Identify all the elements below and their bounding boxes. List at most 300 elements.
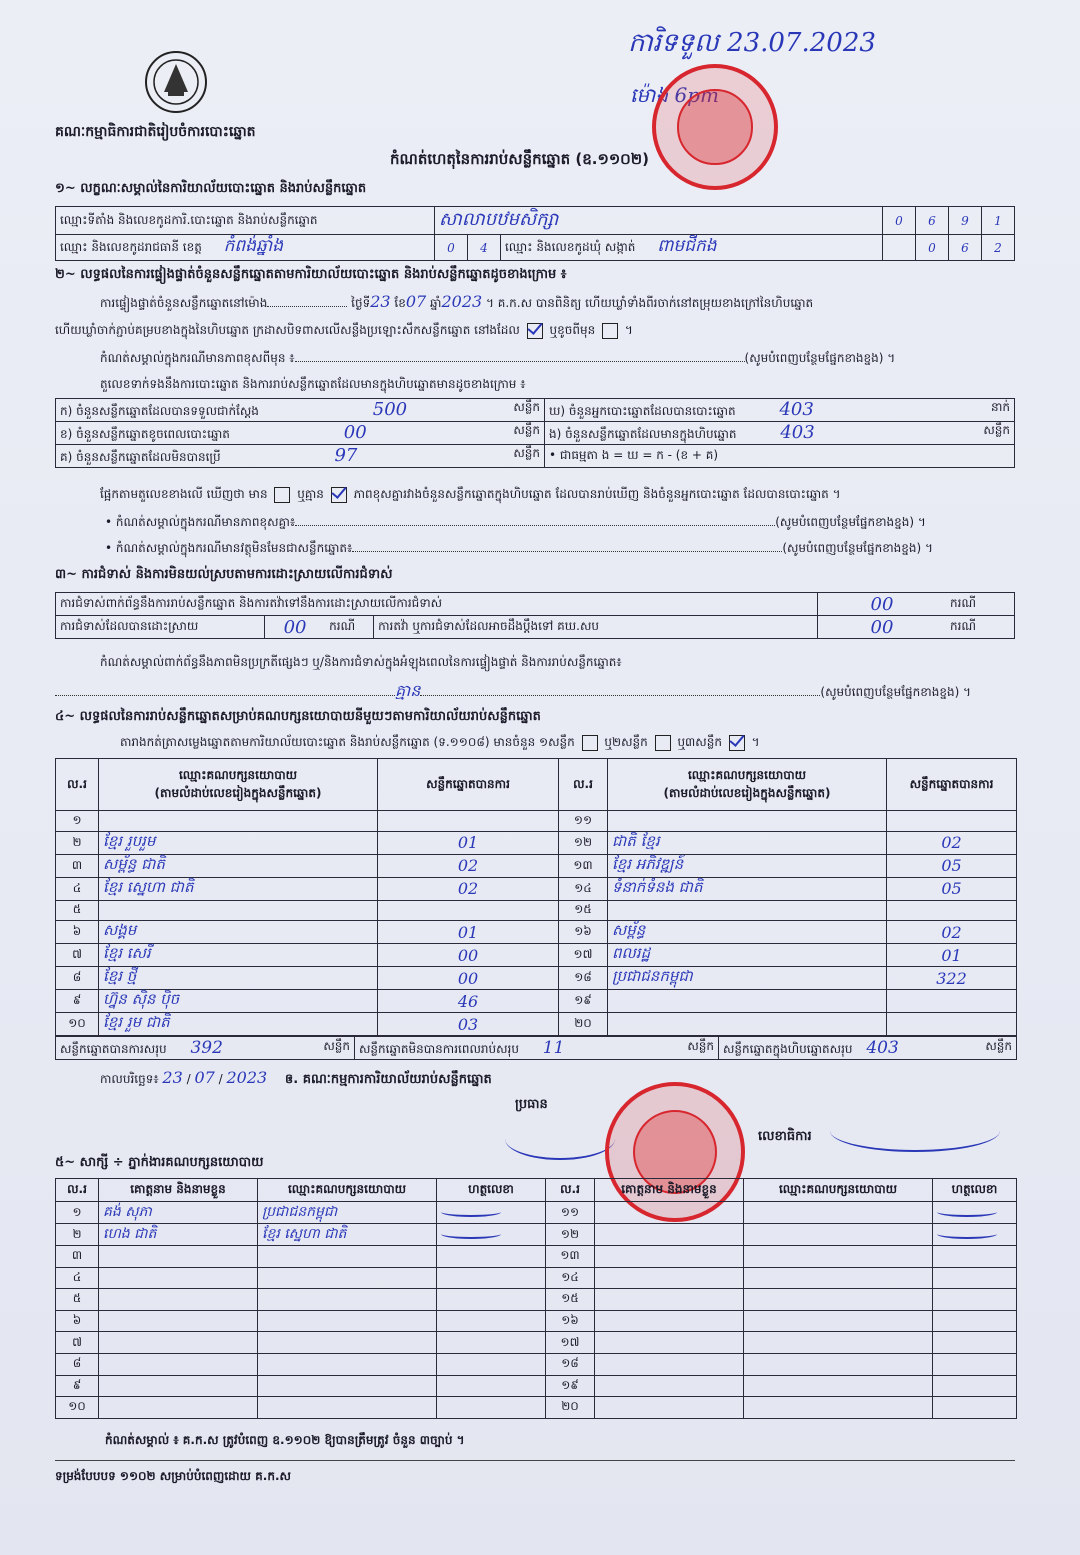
secretary-label: លេខាធិការ bbox=[758, 1129, 812, 1144]
witness-party bbox=[744, 1397, 933, 1419]
total-box-value: 403 bbox=[866, 1037, 899, 1058]
difference-no-checkbox[interactable] bbox=[331, 487, 347, 503]
spoiled-ballots-label: ខ) ចំនួនសន្លឹកឆ្នោតខូចពេលបោះឆ្នោត bbox=[60, 427, 230, 441]
witness-row bbox=[56, 1353, 1017, 1375]
party-votes bbox=[887, 900, 1017, 921]
unit-sheet: សន្លឹក bbox=[687, 1038, 714, 1053]
witness-name bbox=[99, 1397, 258, 1419]
party-no: ៩ bbox=[56, 990, 99, 1013]
section-1-table bbox=[55, 206, 1015, 261]
party-name: ហ្វ៊ុន ស៊ិន ប៉ិច bbox=[99, 990, 378, 1013]
witness-signature bbox=[437, 1202, 546, 1224]
section-4-title: ៤~ លទ្ធផលនៃការរាប់សន្លឹកឆ្នោតសម្រាប់គណបក្សនយោបាយនីមួយៗតាមការិយាល័យរាប់សន្លឹកឆ្នោត bbox=[55, 709, 541, 724]
witness-signature bbox=[437, 1332, 546, 1354]
witness-no: ១៩ bbox=[546, 1375, 595, 1397]
verify-month-label: ខែ bbox=[394, 296, 406, 310]
chair-label: ប្រធាន bbox=[515, 1097, 548, 1112]
w-col-party-right: ឈ្មោះគណបក្សនយោបាយ bbox=[744, 1179, 933, 1202]
party-votes: 05 bbox=[887, 877, 1017, 900]
witness-signature bbox=[933, 1310, 1017, 1332]
date-year: 2023 bbox=[226, 1068, 268, 1087]
party-name bbox=[99, 900, 378, 921]
difference-yes-checkbox[interactable] bbox=[274, 487, 290, 503]
signing-date: កាលបរិច្ឆេទ៖ 23 / 07 / 2023 ឲ. គណៈកម្មការការិយាល័យរាប់សន្លឹកឆ្នោត bbox=[100, 1068, 492, 1087]
witness-name: គង់ សុភា bbox=[99, 1202, 258, 1224]
committee-label: ឲ. គណៈកម្មការការិយាល័យរាប់សន្លឹកឆ្នោត bbox=[285, 1072, 492, 1087]
verify-time-label: ការផ្ទៀងផ្ទាត់ចំនួនសន្លឹកឆ្នោតនៅម៉ោង bbox=[100, 296, 268, 310]
party-name: សង្គម bbox=[99, 921, 378, 944]
witness-no: ១៤ bbox=[546, 1267, 595, 1289]
party-votes: 00 bbox=[378, 967, 559, 990]
unit-sheet: សន្លឹក bbox=[513, 400, 540, 414]
witness-name bbox=[595, 1202, 744, 1224]
witness-party bbox=[258, 1332, 437, 1354]
witness-signature bbox=[933, 1353, 1017, 1375]
prior-note-tail: (សូមបំពេញបន្ថែមផ្នែកខាងខ្នង) ។ bbox=[744, 351, 896, 365]
form-title: កំណត់ហេតុនៃការរាប់សន្លឹកឆ្នោត (ឧ.១១០២) bbox=[390, 150, 650, 168]
party-no: ៨ bbox=[56, 967, 99, 990]
date-month: 07 bbox=[194, 1068, 215, 1087]
witness-no: ៦ bbox=[56, 1310, 99, 1332]
figures-table bbox=[55, 398, 1015, 468]
witness-no: ២០ bbox=[546, 1397, 595, 1419]
witness-signature bbox=[933, 1202, 1017, 1224]
witness-name bbox=[595, 1224, 744, 1246]
witness-row bbox=[56, 1332, 1017, 1354]
org-name: គណៈកម្មាធិការជាតិរៀបចំការបោះឆ្នោត bbox=[55, 124, 256, 140]
commune-code-3: 2 bbox=[982, 235, 1015, 261]
complaints-value: 00 bbox=[818, 593, 947, 616]
witness-party bbox=[258, 1289, 437, 1311]
party-name: ទំនាក់ទំនង ជាតិ bbox=[608, 877, 887, 900]
unit-sheet: សន្លឹក bbox=[323, 1038, 350, 1053]
party-name: ជាតិ ខ្មែរ bbox=[608, 831, 887, 854]
object-note bbox=[105, 540, 933, 558]
compare-tail: ភាពខុសគ្នារវាងចំនួនសន្លឹកឆ្នោតក្នុងហិបឆ្នោត ដែលបានរាប់ឃើញ និងចំនួនអ្នកបោះឆ្នោត ដែលបានបោះឆ្នោត ។ bbox=[353, 487, 841, 501]
col-no: ល.រ bbox=[56, 759, 99, 811]
party-name: សម្ព័ន្ធ bbox=[608, 921, 887, 944]
commune-code-2: 6 bbox=[949, 235, 982, 261]
total-box-label: សន្លឹកឆ្នោតក្នុងហិបឆ្នោតសរុប bbox=[723, 1041, 853, 1056]
witness-row bbox=[56, 1224, 1017, 1246]
witness-party bbox=[258, 1353, 437, 1375]
witness-party bbox=[744, 1246, 933, 1268]
party-votes bbox=[378, 900, 559, 921]
party-no: ១១ bbox=[559, 811, 608, 832]
totals-table bbox=[55, 1036, 1017, 1060]
witness-no: ៥ bbox=[56, 1289, 99, 1311]
witness-no: ១១ bbox=[546, 1202, 595, 1224]
witness-row bbox=[56, 1289, 1017, 1311]
party-votes: 01 bbox=[887, 944, 1017, 967]
results-row bbox=[56, 990, 1017, 1013]
witness-party bbox=[744, 1289, 933, 1311]
party-no: ២ bbox=[56, 831, 99, 854]
witness-name bbox=[595, 1353, 744, 1375]
party-no: ១៩ bbox=[559, 990, 608, 1013]
party-name: ប្រជាជនកម្ពុជា bbox=[608, 967, 887, 990]
party-votes: 46 bbox=[378, 990, 559, 1013]
tally-one-checkbox[interactable] bbox=[582, 735, 598, 751]
unit-sheet: សន្លឹក bbox=[985, 1038, 1012, 1053]
party-votes: 05 bbox=[887, 854, 1017, 877]
witness-party bbox=[744, 1267, 933, 1289]
prior-note bbox=[100, 350, 895, 368]
verify-year-label: ឆ្នាំ bbox=[430, 296, 442, 310]
irregularity-note-label: កំណត់សម្គាល់ពាក់ព័ន្ធនឹងភាពមិនប្រក្រតីផ្សេងៗ ឬ/និងការជំទាស់ក្នុងអំឡុងពេលនៃការផ្ទៀងផ្ទាត់ និងការរាប់សន្លឹកឆ្នោត៖ bbox=[100, 655, 622, 669]
witness-party bbox=[744, 1353, 933, 1375]
col-party-title: ឈ្មោះគណបក្សនយោបាយ bbox=[178, 767, 298, 782]
resolved-value: 00 bbox=[265, 616, 326, 639]
witness-row bbox=[56, 1310, 1017, 1332]
witness-party bbox=[744, 1310, 933, 1332]
prior-note-label: កំណត់សម្គាល់ក្នុងករណីមានភាពខុសពីមុន ៖ bbox=[100, 351, 295, 365]
party-name: ខ្មែរ សេរី bbox=[99, 944, 378, 967]
results-row bbox=[56, 921, 1017, 944]
results-row bbox=[56, 854, 1017, 877]
compare-none-label: ឬគ្មាន bbox=[297, 487, 324, 501]
party-no: ១ bbox=[56, 811, 99, 832]
party-no: ១៨ bbox=[559, 967, 608, 990]
witness-no: ៨ bbox=[56, 1353, 99, 1375]
seal-intact-label: ហើយឃ្លាំចាក់ភ្ជាប់គម្របខាងក្នុងនៃហិបឆ្នោត ក្រដាសបិទពាសលើសន្លឹងប្រឡោះសឹកសន្លឹកឆ្នោត នៅងដែល bbox=[55, 323, 520, 337]
section-2-title: ២~ លទ្ធផលនៃការផ្ទៀងផ្ទាត់ចំនួនសន្លឹកឆ្នោតតាមការិយាល័យបោះឆ្នោត និងរាប់សន្លឹកឆ្នោតដូចខាងក្រោម ៖ bbox=[55, 267, 567, 282]
signature-mark bbox=[441, 1207, 501, 1217]
witness-row bbox=[56, 1267, 1017, 1289]
received-ballots-value: 500 bbox=[372, 399, 408, 420]
location-code-2: 6 bbox=[916, 207, 949, 235]
party-votes: 00 bbox=[378, 944, 559, 967]
formula-note: • ជាធម្មតា ង = ឃ = ក - (ខ + គ) bbox=[545, 445, 1015, 468]
witness-no: ៤ bbox=[56, 1267, 99, 1289]
col-votes: សន្លឹកឆ្នោតបានការ bbox=[378, 759, 559, 811]
unused-ballots-value: 97 bbox=[334, 445, 358, 466]
date-day: 23 bbox=[162, 1068, 183, 1087]
section-3-title: ៣~ ការជំទាស់ និងការមិនយល់ស្របតាមការដោះស្រាយលើការជំទាស់ bbox=[55, 567, 393, 582]
results-row bbox=[56, 831, 1017, 854]
signature-mark bbox=[937, 1207, 997, 1217]
total-valid-label: សន្លឹកឆ្នោតបានការសរុប bbox=[60, 1041, 167, 1056]
section-5-title: ៥~ សាក្សី ÷ ភ្នាក់ងារគណបក្សនយោបាយ bbox=[55, 1155, 264, 1170]
location-code-3: 9 bbox=[949, 207, 982, 235]
tally-two-checkbox[interactable] bbox=[655, 735, 671, 751]
province-value: កំពង់ឆ្នាំង bbox=[223, 236, 283, 256]
party-no: ១៣ bbox=[559, 854, 608, 877]
results-row bbox=[56, 967, 1017, 990]
figures-intro: តួលេខទាក់ទងនឹងការបោះឆ្នោត និងការរាប់សន្លឹកឆ្នោតដែលមានក្នុងហិបឆ្នោតមានដូចខាងក្រោម ៖ bbox=[100, 377, 526, 391]
party-votes bbox=[887, 811, 1017, 832]
witness-signature bbox=[933, 1246, 1017, 1268]
party-votes: 01 bbox=[378, 831, 559, 854]
witness-no: ៩ bbox=[56, 1375, 99, 1397]
party-no: ៧ bbox=[56, 944, 99, 967]
verify-month: 07 bbox=[405, 292, 427, 311]
verify-line-2: ហើយឃ្លាំចាក់ភ្ជាប់គម្របខាងក្នុងនៃហិបឆ្នោត ក្រដាសបិទពាសលើសន្លឹងប្រឡោះសឹកសន្លឹកឆ្នោត នៅងដែល ឬខូចពីមុន ។ bbox=[55, 323, 633, 337]
party-name: ពលរដ្ឋ bbox=[608, 944, 887, 967]
province-code-2: 4 bbox=[468, 235, 501, 261]
unit-sheet: សន្លឹក bbox=[513, 423, 540, 437]
party-no: ៥ bbox=[56, 900, 99, 921]
results-row bbox=[56, 944, 1017, 967]
witness-name bbox=[595, 1375, 744, 1397]
resolved-label: ការជំទាស់ដែលបានដោះស្រាយ bbox=[56, 616, 265, 639]
witness-signature bbox=[437, 1267, 546, 1289]
witness-no: ២ bbox=[56, 1224, 99, 1246]
witness-table bbox=[55, 1178, 1017, 1419]
party-votes bbox=[378, 811, 559, 832]
witness-no: ១០ bbox=[56, 1397, 99, 1419]
commune-value: ពាមជីកង bbox=[657, 236, 717, 256]
witness-name bbox=[99, 1289, 258, 1311]
witness-party bbox=[258, 1397, 437, 1419]
witness-no: ១២ bbox=[546, 1224, 595, 1246]
w-col-sign: ហត្ថលេខា bbox=[437, 1179, 546, 1202]
party-no: ៦ bbox=[56, 921, 99, 944]
witness-party: ប្រជាជនកម្ពុជា bbox=[258, 1202, 437, 1224]
appeal-unit: ករណី bbox=[946, 616, 1015, 639]
party-votes bbox=[887, 1013, 1017, 1036]
verify-year: 2023 bbox=[441, 292, 483, 311]
witness-name bbox=[595, 1267, 744, 1289]
witness-party bbox=[744, 1202, 933, 1224]
party-no: ១៥ bbox=[559, 900, 608, 921]
witness-no: ១ bbox=[56, 1202, 99, 1224]
footer-note: ទម្រង់បែបបទ ១១០២ សម្រាប់បំពេញដោយ គ.ក.ស bbox=[55, 1469, 291, 1483]
w-col-no: ល.រ bbox=[56, 1179, 99, 1202]
witness-party bbox=[744, 1224, 933, 1246]
diff-note bbox=[105, 514, 926, 532]
witness-name bbox=[99, 1246, 258, 1268]
unused-ballots-label: គ) ចំនួនសន្លឹកឆ្នោតដែលមិនបានប្រើ bbox=[60, 450, 221, 464]
party-name: ខ្មែរ អភិវឌ្ឍន៍ bbox=[608, 854, 887, 877]
party-no: ១០ bbox=[56, 1013, 99, 1036]
location-code-1: 0 bbox=[883, 207, 916, 235]
witness-row bbox=[56, 1202, 1017, 1224]
witness-no: ៧ bbox=[56, 1332, 99, 1354]
witness-party bbox=[744, 1375, 933, 1397]
party-name bbox=[608, 811, 887, 832]
tally-three-label: ឬ៣សន្លឹក bbox=[677, 735, 722, 749]
witness-no: ១៥ bbox=[546, 1289, 595, 1311]
compare-has-label: ផ្អែកតាមតួលេខខាងលើ ឃើញថា មាន bbox=[100, 487, 268, 501]
unit-sheet: សន្លឹក bbox=[513, 446, 540, 460]
location-code-4: 1 bbox=[982, 207, 1015, 235]
tally-one-label: តារាងកត់ត្រាសម្លេងឆ្នោតតាមការិយាល័យបោះឆ្នោត និងរាប់សន្លឹកឆ្នោត (ទ.១១០៨) មានចំនួន ១សន្លឹក bbox=[120, 735, 575, 749]
party-no: ២០ bbox=[559, 1013, 608, 1036]
witness-name bbox=[99, 1332, 258, 1354]
party-no: ៤ bbox=[56, 877, 99, 900]
results-row bbox=[56, 900, 1017, 921]
party-name bbox=[608, 1013, 887, 1036]
voters-label: ឃ) ចំនួនអ្នកបោះឆ្នោតដែលបានបោះឆ្នោត bbox=[549, 404, 736, 418]
witness-name bbox=[595, 1397, 744, 1419]
witness-signature bbox=[933, 1397, 1017, 1419]
witness-name bbox=[595, 1332, 744, 1354]
received-ballots-label: ក) ចំនួនសន្លឹកឆ្នោតដែលបានទទួលជាក់ស្តែង bbox=[60, 404, 259, 418]
irregularity-note bbox=[55, 680, 971, 704]
complaints-label: ការជំទាស់ពាក់ព័ន្ធនឹងការរាប់សន្លឹកឆ្នោត និងការតវ៉ាទៅនឹងការដោះស្រាយលើការជំទាស់ bbox=[56, 593, 818, 616]
voters-value: 403 bbox=[779, 399, 814, 420]
box-ballots-value: 403 bbox=[780, 422, 815, 443]
party-votes: 02 bbox=[887, 831, 1017, 854]
party-no: ១៧ bbox=[559, 944, 608, 967]
party-no: ១៦ bbox=[559, 921, 608, 944]
footer-rule bbox=[55, 1460, 1015, 1461]
complaints-table bbox=[55, 592, 1015, 639]
signature-mark bbox=[441, 1229, 501, 1239]
party-name bbox=[608, 990, 887, 1013]
witness-no: ១៦ bbox=[546, 1310, 595, 1332]
party-no: ១៤ bbox=[559, 877, 608, 900]
witness-signature bbox=[437, 1224, 546, 1246]
witness-name bbox=[99, 1353, 258, 1375]
commune-code-1: 0 bbox=[916, 235, 949, 261]
witness-no: ១៣ bbox=[546, 1246, 595, 1268]
box-ballots-label: ង) ចំនួនសន្លឹកឆ្នោតដែលមានក្នុងហិបឆ្នោត bbox=[549, 427, 737, 441]
spoiled-ballots-value: 00 bbox=[343, 422, 367, 443]
total-invalid-value: 11 bbox=[542, 1037, 565, 1058]
party-name: ខ្មែរ ស្នេហា ជាតិ bbox=[99, 877, 378, 900]
footnote: កំណត់សម្គាល់ ៖ គ.ក.ស ត្រូវបំពេញ ឧ.១១០២ ឱ្យបានត្រឹមត្រូវ ចំនួន ៣ច្បាប់ ។ bbox=[105, 1433, 465, 1447]
witness-party bbox=[744, 1332, 933, 1354]
witness-name bbox=[595, 1310, 744, 1332]
w-col-party: ឈ្មោះគណបក្សនយោបាយ bbox=[258, 1179, 437, 1202]
seal-intact-checkbox[interactable] bbox=[527, 323, 543, 339]
w-col-name-right: គោត្តនាម និងនាមខ្លួន bbox=[595, 1179, 744, 1202]
province-label: ឈ្មោះ និងលេខកូដរាជធានី ខេត្ត bbox=[60, 240, 202, 254]
col-votes-right: សន្លឹកឆ្នោតបានការ bbox=[887, 759, 1017, 811]
appeal-value: 00 bbox=[818, 616, 947, 639]
witness-row bbox=[56, 1397, 1017, 1419]
party-votes: 02 bbox=[378, 877, 559, 900]
irregularity-note-value: គ្មាន bbox=[395, 681, 421, 700]
total-valid-value: 392 bbox=[190, 1037, 223, 1058]
received-time: ម៉ោង 6pm bbox=[630, 83, 719, 107]
party-name bbox=[99, 811, 378, 832]
party-votes: 02 bbox=[378, 854, 559, 877]
witness-name: ហេង ជាតិ bbox=[99, 1224, 258, 1246]
witness-name bbox=[595, 1246, 744, 1268]
results-row bbox=[56, 811, 1017, 832]
irregularity-note-tail: (សូមបំពេញបន្ថែមផ្នែកខាងខ្នង) ។ bbox=[820, 685, 971, 699]
party-name: សម្ព័ន្ធ ជាតិ bbox=[99, 854, 378, 877]
party-name: ខ្មែរ រួបរួម bbox=[99, 831, 378, 854]
witness-signature bbox=[437, 1397, 546, 1419]
complaints-unit: ករណី bbox=[946, 593, 1015, 616]
nec-emblem-icon bbox=[140, 48, 212, 116]
verify-day-label: ថ្ងៃទី bbox=[351, 296, 371, 310]
signature-mark bbox=[937, 1229, 997, 1239]
official-stamp-top bbox=[652, 64, 778, 190]
witness-name bbox=[99, 1310, 258, 1332]
unit-sheet: សន្លឹក bbox=[983, 423, 1010, 437]
witness-party bbox=[258, 1267, 437, 1289]
witness-signature bbox=[437, 1246, 546, 1268]
witness-party: ខ្មែរ ស្នេហា ជាតិ bbox=[258, 1224, 437, 1246]
w-col-no-right: ល.រ bbox=[546, 1179, 595, 1202]
resolved-unit: ករណី bbox=[325, 616, 374, 639]
verify-line-1 bbox=[100, 292, 1020, 313]
section-1-title: ១~ លក្ខណៈសម្គាល់នៃការិយាល័យបោះឆ្នោត និងរាប់សន្លឹកឆ្នោត bbox=[55, 181, 367, 196]
witness-name bbox=[595, 1289, 744, 1311]
witness-signature bbox=[933, 1224, 1017, 1246]
commune-label: ឈ្មោះ និងលេខកូដឃុំ សង្កាត់ bbox=[505, 240, 636, 254]
col-party bbox=[99, 759, 378, 811]
party-name: ខ្មែរ ថ្មី bbox=[99, 967, 378, 990]
witness-signature bbox=[933, 1289, 1017, 1311]
witness-party bbox=[258, 1310, 437, 1332]
col-party-right-sub: (តាមលំដាប់លេខរៀងក្នុងសន្លឹកឆ្នោត) bbox=[663, 785, 831, 800]
witness-name bbox=[99, 1267, 258, 1289]
party-votes: 03 bbox=[378, 1013, 559, 1036]
compare-line bbox=[100, 486, 841, 504]
col-no-right: ល.រ bbox=[559, 759, 608, 811]
date-label: កាលបរិច្ឆេទ៖ bbox=[100, 1072, 159, 1086]
chair-signature bbox=[505, 1118, 615, 1160]
col-party-sub: (តាមលំដាប់លេខរៀងក្នុងសន្លឹកឆ្នោត) bbox=[154, 785, 322, 800]
location-label: ឈ្មោះទីតាំង និងលេខកូដការិ.បោះឆ្នោត និងរាប់សន្លឹកឆ្នោត bbox=[56, 207, 435, 235]
secretary-signature bbox=[830, 1110, 1000, 1152]
witness-row bbox=[56, 1246, 1017, 1268]
witness-signature bbox=[437, 1289, 546, 1311]
witness-party bbox=[258, 1375, 437, 1397]
col-party-right bbox=[608, 759, 887, 811]
tally-three-checkbox[interactable] bbox=[729, 735, 745, 751]
witness-signature bbox=[437, 1310, 546, 1332]
results-table bbox=[55, 758, 1017, 1036]
seal-broken-label: ឬខូចពីមុន bbox=[549, 323, 596, 337]
appeal-label: ការតវ៉ា ឬការជំទាស់ដែលអាចដឹងប្តឹងទៅ គឃ.សប bbox=[374, 616, 818, 639]
witness-signature bbox=[933, 1332, 1017, 1354]
witness-signature bbox=[437, 1353, 546, 1375]
w-col-sign-right: ហត្ថលេខា bbox=[933, 1179, 1017, 1202]
witness-signature bbox=[933, 1375, 1017, 1397]
results-row bbox=[56, 1013, 1017, 1036]
party-name: ខ្មែរ រួម ជាតិ bbox=[99, 1013, 378, 1036]
witness-signature bbox=[437, 1375, 546, 1397]
object-note-label: • កំណត់សម្គាល់ក្នុងករណីមានវត្ថុមិនមែនជាសន្លឹកឆ្នោត៖ bbox=[105, 541, 353, 555]
party-no: ១២ bbox=[559, 831, 608, 854]
object-note-tail: (សូមបំពេញបន្ថែមផ្នែកខាងខ្នង) ។ bbox=[782, 541, 933, 555]
witness-no: ១៧ bbox=[546, 1332, 595, 1354]
total-invalid-label: សន្លឹកឆ្នោតមិនបានការពេលរាប់សរុប bbox=[359, 1041, 519, 1056]
witness-name bbox=[99, 1375, 258, 1397]
verify-day: 23 bbox=[370, 292, 391, 311]
seal-broken-checkbox[interactable] bbox=[602, 323, 618, 339]
party-votes: 01 bbox=[378, 921, 559, 944]
received-date: ការិទទួល 23.07.2023 bbox=[628, 28, 876, 58]
witness-row bbox=[56, 1375, 1017, 1397]
results-row bbox=[56, 877, 1017, 900]
tally-two-label: ឬ២សន្លឹក bbox=[604, 735, 648, 749]
diff-note-tail: (សូមបំពេញបន្ថែមផ្នែកខាងខ្នង) ។ bbox=[775, 515, 926, 529]
diff-note-label: • កំណត់សម្គាល់ក្នុងករណីមានភាពខុសគ្នា៖ bbox=[105, 515, 296, 529]
province-code-1: 0 bbox=[435, 235, 468, 261]
party-name bbox=[608, 900, 887, 921]
witness-no: ៣ bbox=[56, 1246, 99, 1268]
witness-signature bbox=[933, 1267, 1017, 1289]
party-no: ៣ bbox=[56, 854, 99, 877]
party-votes: 02 bbox=[887, 921, 1017, 944]
witness-party bbox=[258, 1246, 437, 1268]
location-value: សាលាបឋមសិក្សា bbox=[435, 207, 883, 235]
w-col-name: គោត្តនាម និងនាមខ្លួន bbox=[99, 1179, 258, 1202]
unit-person: នាក់ bbox=[990, 400, 1010, 414]
col-party-right-title: ឈ្មោះគណបក្សនយោបាយ bbox=[687, 767, 807, 782]
party-votes: 322 bbox=[887, 967, 1017, 990]
tally-sheets-line: តារាងកត់ត្រាសម្លេងឆ្នោតតាមការិយាល័យបោះឆ្នោត និងរាប់សន្លឹកឆ្នោត (ទ.១១០៨) មានចំនួន ១សន្លឹក ឬ២សន្លឹក ឬ៣សន្លឹក ។ bbox=[120, 735, 760, 749]
witness-no: ១៨ bbox=[546, 1353, 595, 1375]
